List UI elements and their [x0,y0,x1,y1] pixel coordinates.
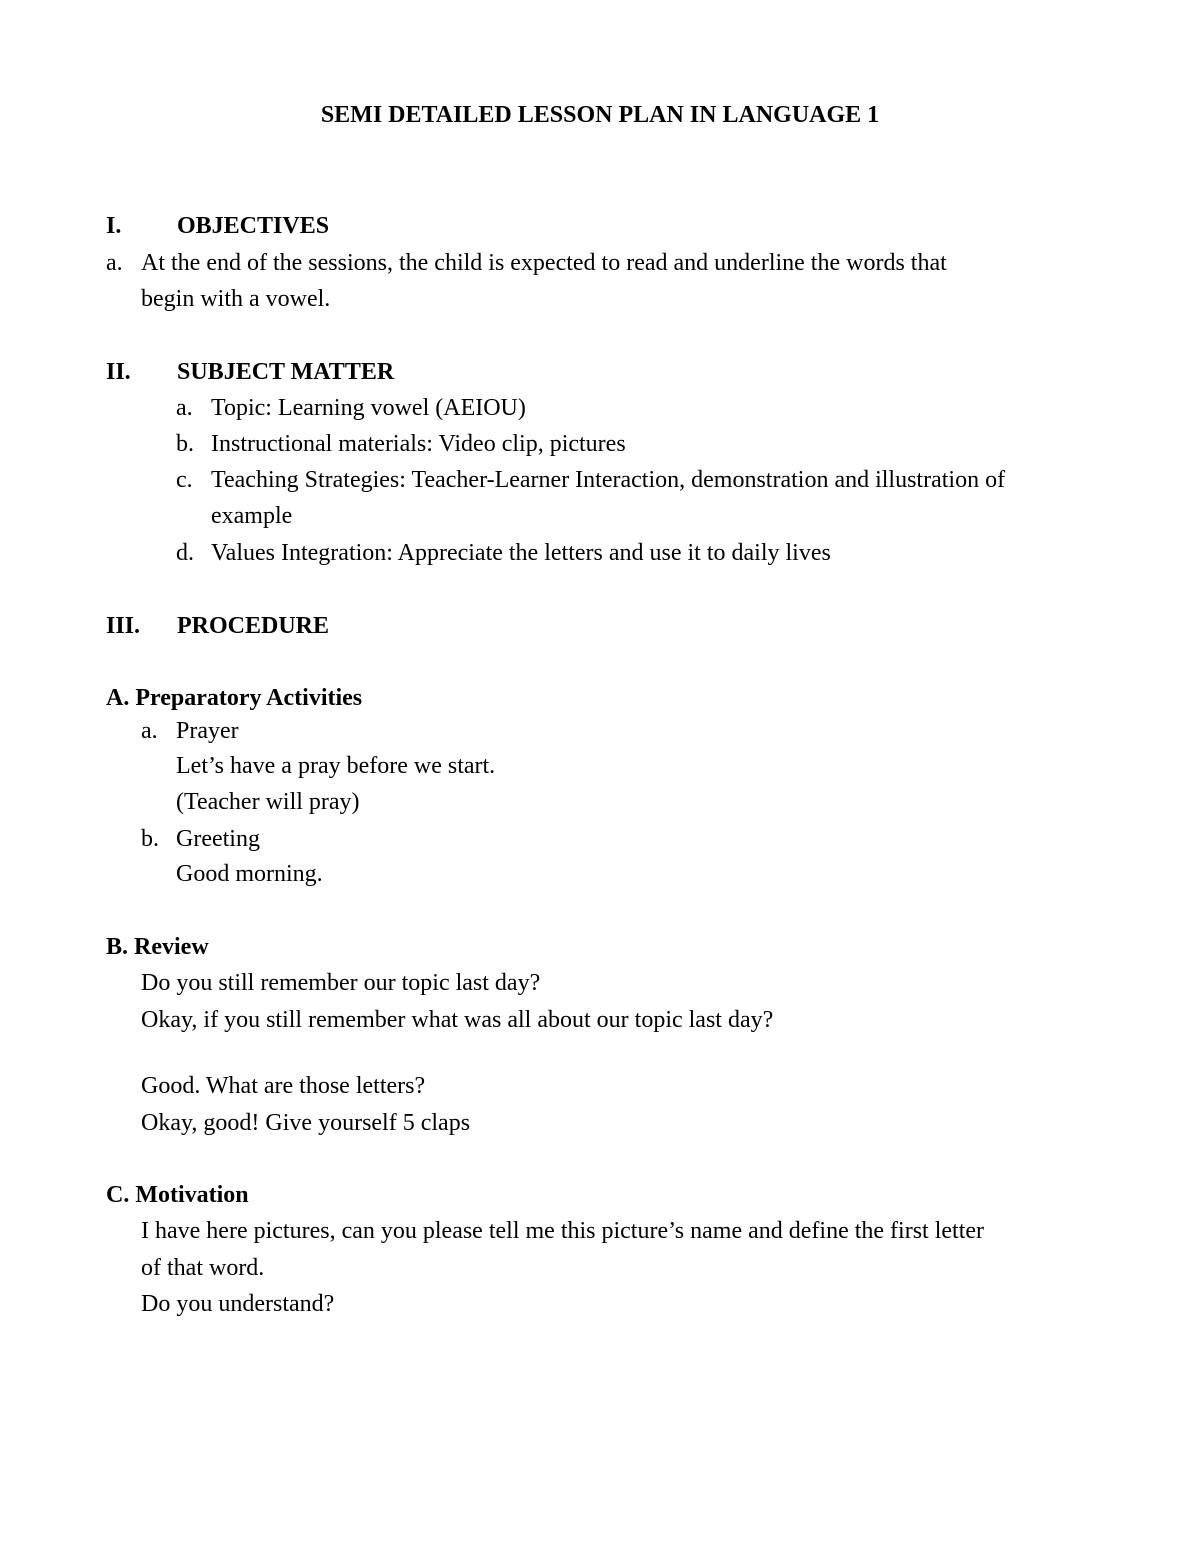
greeting-marker: b. [141,826,159,852]
subject-item-strategies-continuation: example [211,503,293,529]
review-line: Okay, if you still remember what was all about our topic last day? [141,1007,774,1033]
subject-item-marker: d. [176,540,194,566]
review-heading: B. Review [106,934,209,960]
subject-matter-numeral: II. [106,359,131,385]
objectives-item-marker: a. [106,250,123,276]
document-title: SEMI DETAILED LESSON PLAN IN LANGUAGE 1 [320,102,880,128]
motivation-heading: C. Motivation [106,1182,249,1208]
prayer-line: Let’s have a pray before we start. [176,753,496,779]
subject-item-marker: b. [176,431,194,457]
subject-item-materials: Instructional materials: Video clip, pictures [211,431,626,457]
review-line: Good. What are those letters? [141,1073,426,1099]
review-line: Do you still remember our topic last day? [141,970,541,996]
preparatory-heading: A. Preparatory Activities [106,685,363,711]
subject-item-marker: c. [176,467,193,493]
objectives-heading: OBJECTIVES [177,213,330,239]
subject-item-topic: Topic: Learning vowel (AEIOU) [211,395,526,421]
subject-item-marker: a. [176,395,193,421]
objectives-numeral: I. [106,213,122,239]
subject-matter-heading: SUBJECT MATTER [177,359,395,385]
procedure-heading: PROCEDURE [177,613,330,639]
greeting-line: Good morning. [176,861,323,887]
motivation-line: of that word. [141,1255,265,1281]
subject-item-values: Values Integration: Appreciate the letters and use it to daily lives [211,540,831,566]
prayer-line: (Teacher will pray) [176,789,360,815]
subject-item-strategies: Teaching Strategies: Teacher-Learner Interaction, demonstration and illustration of [211,467,1006,493]
review-line: Okay, good! Give yourself 5 claps [141,1110,471,1136]
procedure-numeral: III. [106,613,141,639]
motivation-line: I have here pictures, can you please tell me this picture’s name and define the first letter [141,1218,984,1244]
prayer-label: Prayer [176,718,239,744]
objectives-item-line1: At the end of the sessions, the child is expected to read and underline the words that [141,250,947,276]
prayer-marker: a. [141,718,158,744]
greeting-label: Greeting [176,826,260,852]
motivation-line: Do you understand? [141,1291,335,1317]
objectives-item-line2: begin with a vowel. [141,286,331,312]
